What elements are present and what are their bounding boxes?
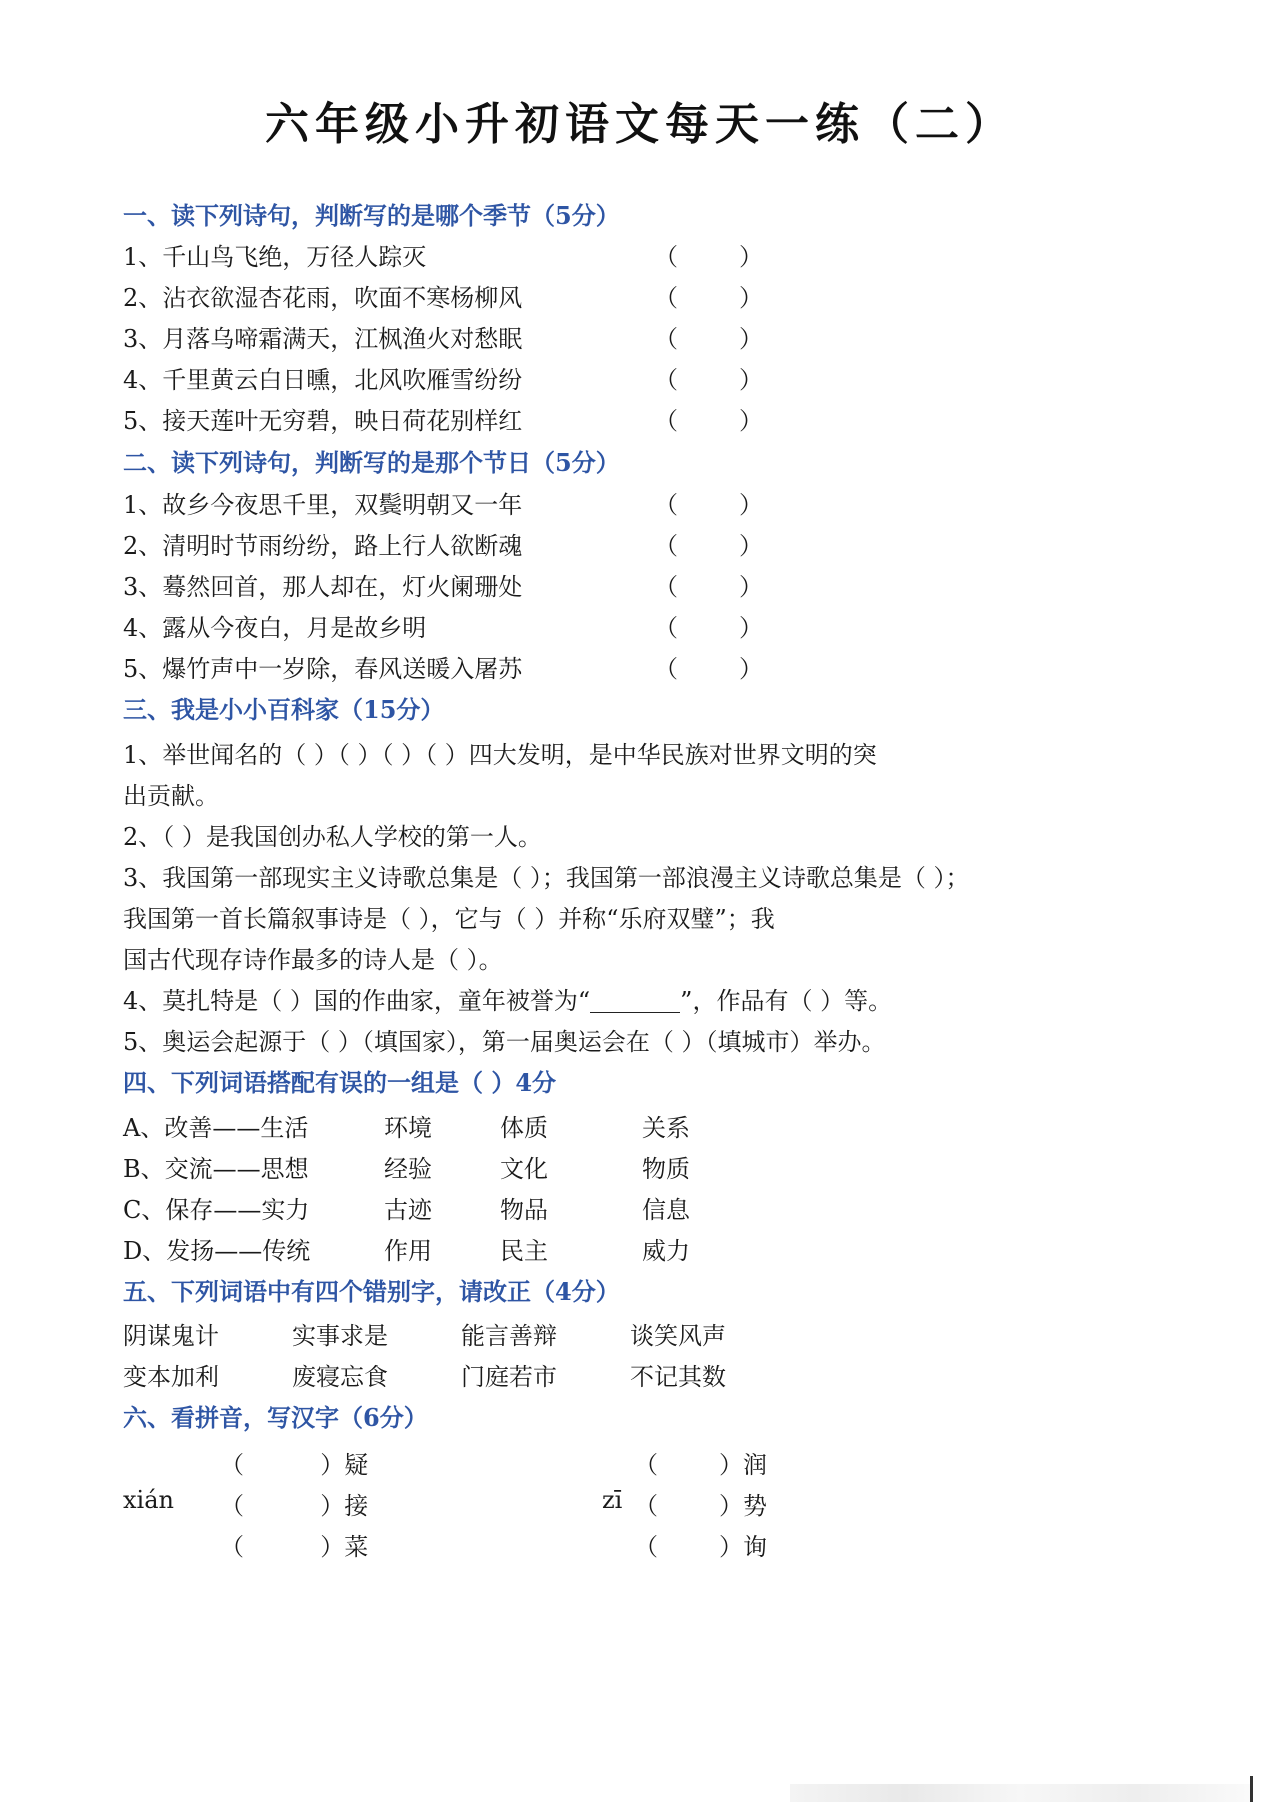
s2-item-4: 4、露从今夜白，月是故乡明 (123, 614, 427, 642)
s5-word-2: 实事求是 (292, 1322, 388, 1350)
s1-item-3: 3、月落乌啼霜满天，江枫渔火对愁眠 (123, 325, 523, 353)
s6-right-blank-3[interactable]: （ ）询 (634, 1533, 768, 1561)
s3-line-2: 2、（ ）是我国创办私人学校的第一人。 (123, 823, 542, 851)
s4-row-d-col-1: D、发扬——传统 (123, 1237, 311, 1265)
s6-right-blank-2[interactable]: （ ）势 (634, 1492, 768, 1520)
s4-row-c-col-4: 信息 (642, 1196, 690, 1224)
s4-row-d-col-3: 民主 (500, 1237, 548, 1265)
s2-answer-blank-2[interactable]: （ ） (654, 532, 764, 560)
s3-line-4-end: ”，作品有（ ）等。 (680, 987, 893, 1015)
section-3-heading: 三、我是小小百科家（15分） (123, 695, 445, 724)
s1-item-5: 5、接天莲叶无穷碧，映日荷花别样红 (123, 407, 523, 435)
page-title: 六年级小升初语文每天一练（二） (265, 99, 1015, 150)
section-1-heading: 一、读下列诗句，判断写的是哪个季节（5分） (123, 201, 620, 230)
s1-item-4: 4、千里黄云白日曛，北风吹雁雪纷纷 (123, 366, 523, 394)
section-6-heading: 六、看拼音，写汉字（6分） (123, 1403, 428, 1432)
s4-row-a-col-2: 环境 (384, 1114, 432, 1142)
s2-item-1: 1、故乡今夜思千里，双鬓明朝又一年 (123, 491, 523, 519)
section-5-heading: 五、下列词语中有四个错别字，请改正（4分） (123, 1277, 620, 1306)
s6-right-blank-1[interactable]: （ ）润 (634, 1451, 768, 1479)
s4-row-d-col-2: 作用 (384, 1237, 432, 1265)
s3-line-3: 3、我国第一部现实主义诗歌总集是（ ）；我国第一部浪漫主义诗歌总集是（ ）； (123, 864, 970, 892)
s2-answer-blank-4[interactable]: （ ） (654, 614, 764, 642)
s2-answer-blank-5[interactable]: （ ） (654, 655, 764, 683)
s4-row-a-col-1: A、改善——生活 (123, 1114, 309, 1142)
s1-answer-blank-5[interactable]: （ ） (654, 407, 764, 435)
s3-line-1-cont: 出贡献。 (123, 782, 219, 810)
s1-answer-blank-1[interactable]: （ ） (654, 243, 764, 271)
s3-line-5: 5、奥运会起源于（ ）（填国家），第一届奥运会在（ ）（填城市）举办。 (123, 1028, 886, 1056)
s1-item-2: 2、沾衣欲湿杏花雨，吹面不寒杨柳风 (123, 284, 523, 312)
s3-line-4-start: 4、莫扎特是（ ）国的作曲家，童年被誉为“ (123, 987, 591, 1015)
s2-answer-blank-3[interactable]: （ ） (654, 573, 764, 601)
s5-word-6: 废寝忘食 (292, 1363, 388, 1391)
s1-answer-blank-2[interactable]: （ ） (654, 284, 764, 312)
s1-item-1: 1、千山鸟飞绝，万径人踪灭 (123, 243, 427, 271)
scan-artifact-mark (1250, 1776, 1253, 1802)
s2-item-3: 3、蓦然回首，那人却在，灯火阑珊处 (123, 573, 523, 601)
s2-item-5: 5、爆竹声中一岁除，春风送暖入屠苏 (123, 655, 523, 683)
s4-row-a-col-3: 体质 (500, 1114, 548, 1142)
s5-word-4: 谈笑风声 (630, 1322, 726, 1350)
s6-left-blank-1[interactable]: （ ）疑 (220, 1451, 369, 1479)
s2-item-2: 2、清明时节雨纷纷，路上行人欲断魂 (123, 532, 523, 560)
s5-word-5: 变本加利 (123, 1363, 219, 1391)
s4-row-b-col-4: 物质 (642, 1155, 690, 1183)
s4-row-c-col-1: C、保存——实力 (123, 1196, 310, 1224)
s6-left-blank-3[interactable]: （ ）菜 (220, 1533, 369, 1561)
s1-answer-blank-4[interactable]: （ ） (654, 366, 764, 394)
s2-answer-blank-1[interactable]: （ ） (654, 491, 764, 519)
scan-artifact-bar (790, 1784, 1250, 1802)
s6-right-pinyin: zī (602, 1486, 623, 1514)
s5-word-1: 阴谋鬼计 (123, 1322, 219, 1350)
s4-row-b-col-1: B、交流——思想 (123, 1155, 309, 1183)
s6-left-blank-2[interactable]: （ ）接 (220, 1492, 369, 1520)
s4-row-a-col-4: 关系 (642, 1114, 690, 1142)
s3-line-4 (123, 981, 892, 1016)
s5-word-3: 能言善辩 (461, 1322, 557, 1350)
s4-row-b-col-2: 经验 (384, 1155, 432, 1183)
s6-left-pinyin: xián (123, 1486, 174, 1514)
s4-row-b-col-3: 文化 (500, 1155, 548, 1183)
s4-row-c-col-3: 物品 (500, 1196, 548, 1224)
section-2-heading: 二、读下列诗句，判断写的是那个节日（5分） (123, 448, 620, 477)
nickname-blank[interactable] (590, 988, 680, 1013)
s1-answer-blank-3[interactable]: （ ） (654, 325, 764, 353)
s5-word-8: 不记其数 (630, 1363, 726, 1391)
s3-line-1: 1、举世闻名的（ ）（ ）（ ）（ ）四大发明，是中华民族对世界文明的突 (123, 741, 877, 769)
s4-row-d-col-4: 威力 (642, 1237, 690, 1265)
s3-line-3-end: 国古代现存诗作最多的诗人是（ ）。 (123, 946, 503, 974)
s5-word-7: 门庭若市 (461, 1363, 557, 1391)
s3-line-3-cont: 我国第一首长篇叙事诗是（ ），它与（ ）并称“乐府双璧”；我 (123, 905, 775, 933)
section-4-heading: 四、下列词语搭配有误的一组是（ ）4分 (123, 1068, 557, 1097)
s4-row-c-col-2: 古迹 (384, 1196, 432, 1224)
